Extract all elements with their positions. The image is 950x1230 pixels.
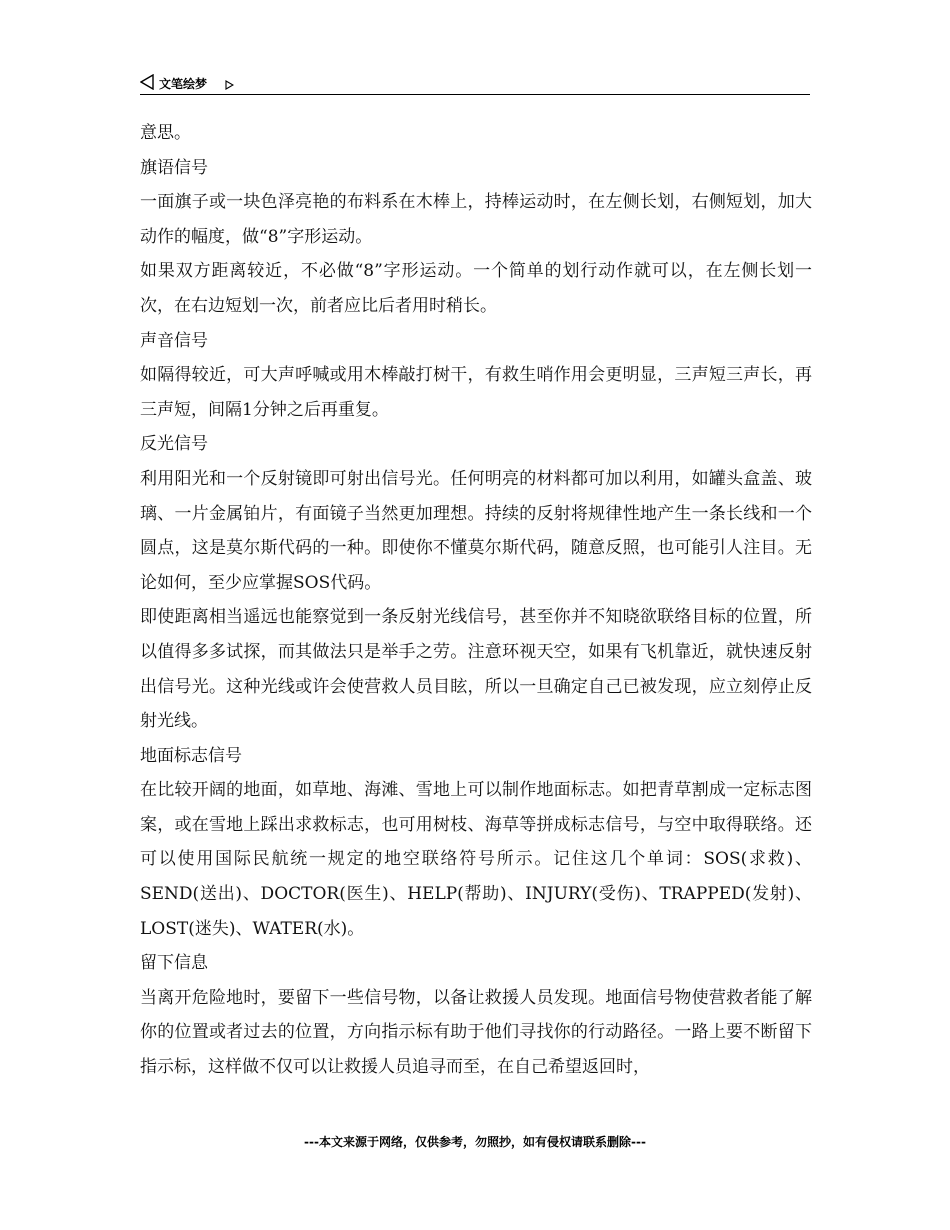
section-heading: 地面标志信号 xyxy=(140,745,242,766)
paragraph: 如隔得较近，可大声呼喊或用木棒敲打树干，有救生哨作用会更明显，三声短三声长，再三声短，间隔1分钟之后再重复。 xyxy=(140,365,812,420)
header-title: 文笔绘梦 xyxy=(159,77,208,91)
section-heading: 声音信号 xyxy=(140,330,208,351)
triangle-right-icon xyxy=(225,75,234,94)
paragraph: 一面旗子或一块色泽亮艳的布料系在木棒上，持棒运动时，在左侧长划，右侧短划，加大动作的幅度，做“8”字形运动。 xyxy=(140,192,812,247)
paragraph: 意思。 xyxy=(140,123,191,143)
paragraph: 即使距离相当遥远也能察觉到一条反射光线信号，甚至你并不知晓欲联络目标的位置，所以值得多多试探，而其做法只是举手之劳。注意环视天空，如果有飞机靠近，就快速反射出信号光。这种光线或许会使营救人员目眩，所以一旦确定自己已被发现，应立刻停止反射光线。 xyxy=(140,607,812,732)
section-heading: 旗语信号 xyxy=(140,157,208,178)
paragraph: 当离开危险地时，要留下一些信号物，以备让救援人员发现。地面信号物使营救者能了解你的位置或者过去的位置，方向指示标有助于他们寻找你的行动路径。一路上要不断留下指示标，这样做不仅可以让救援人员追寻而至，在自己希望返回时， xyxy=(140,987,812,1078)
paragraph: 利用阳光和一个反射镜即可射出信号光。任何明亮的材料都可加以利用，如罐头盒盖、玻璃、一片金属铂片，有面镜子当然更加理想。持续的反射将规律性地产生一条长线和一个圆点，这是莫尔斯代码的一种。即使你不懂莫尔斯代码，随意反照，也可能引人注目。无论如何，至少应掌握SOS代码。 xyxy=(140,468,812,593)
section-heading: 反光信号 xyxy=(140,434,208,455)
document-body xyxy=(140,116,812,1085)
paragraph: 在比较开阔的地面，如草地、海滩、雪地上可以制作地面标志。如把青草割成一定标志图案，或在雪地上踩出求救标志，也可用树枝、海草等拼成标志信号，与空中取得联络。还可以使用国际民航统一规定的地空联络符号所示。记住这几个单词：SOS(求救)、SEND(送出)、DOCTOR(医生)、HELP(帮助)、INJURY(受伤)、TRAPPED(发射)、LOST(迷失)、WATER(水)。 xyxy=(140,780,812,939)
triangle-left-icon xyxy=(140,74,154,94)
section-heading: 留下信息 xyxy=(140,953,208,974)
footer-disclaimer: ---本文来源于网络，仅供参考，勿照抄，如有侵权请联系删除--- xyxy=(304,1135,646,1149)
page-header xyxy=(140,72,810,95)
paragraph: 如果双方距离较近，不必做“8”字形运动。一个简单的划行动作就可以，在左侧长划一次，在右边短划一次，前者应比后者用时稍长。 xyxy=(140,261,812,316)
